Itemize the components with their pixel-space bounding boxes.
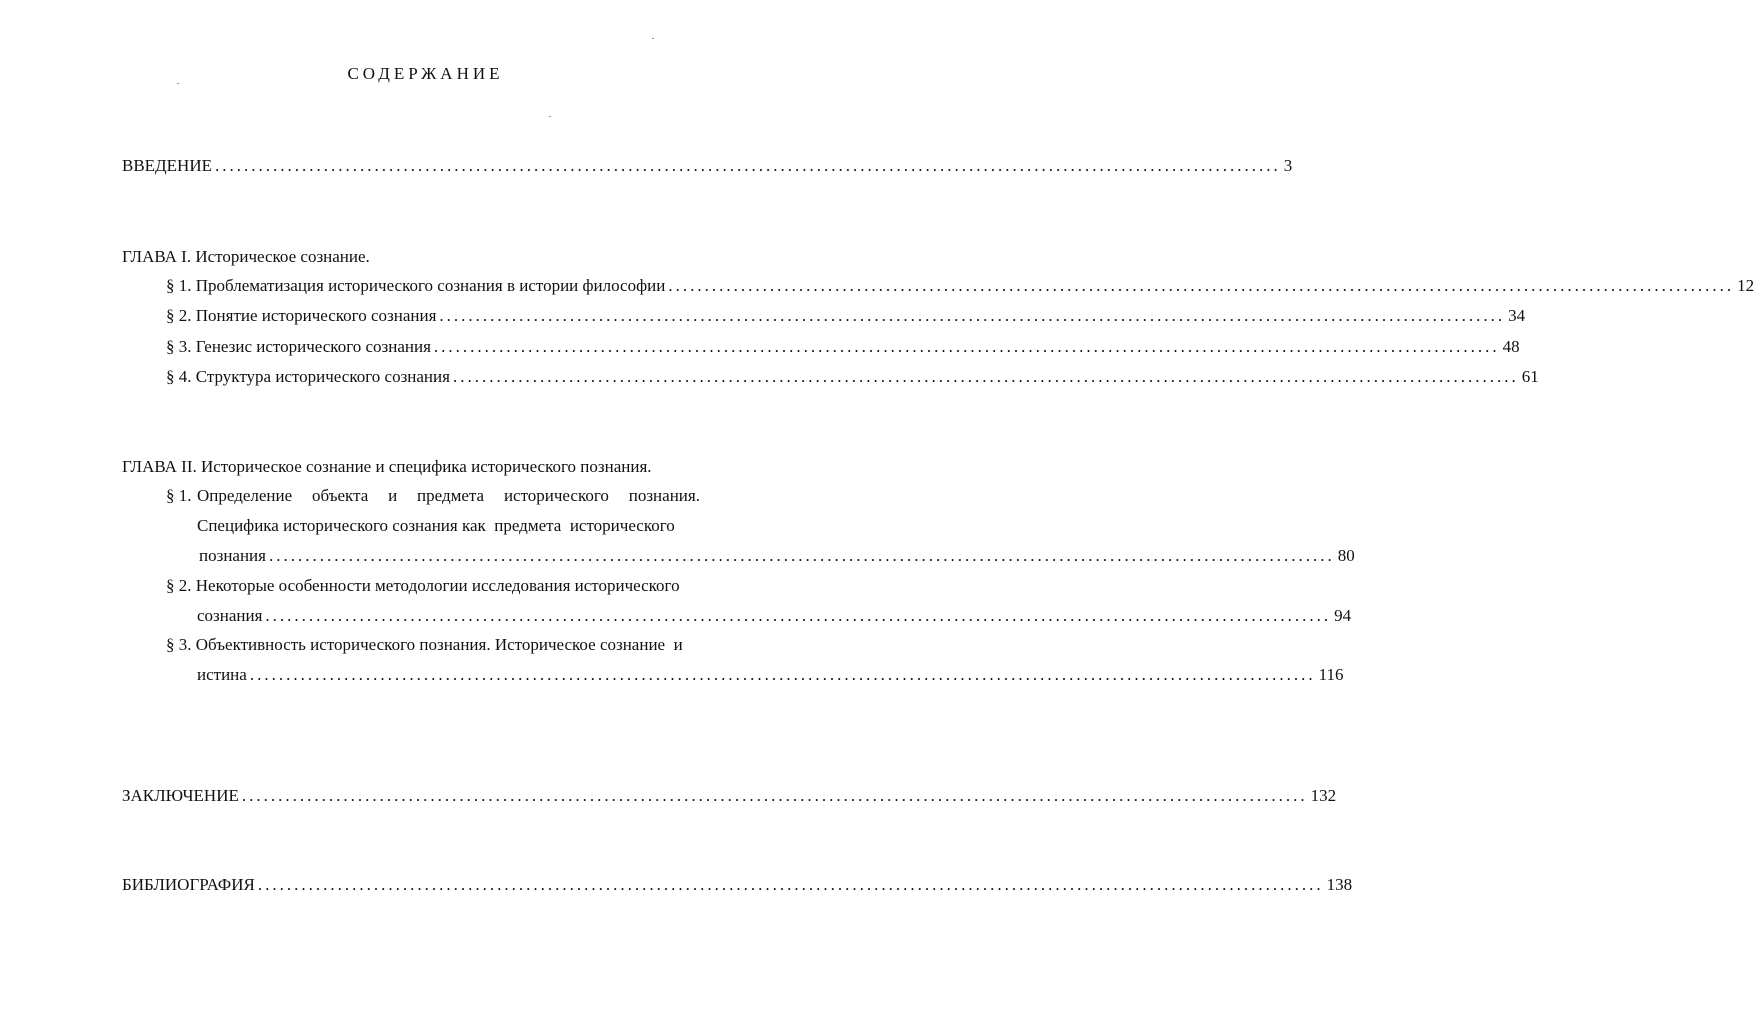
toc-entry-label: истина <box>197 665 247 684</box>
ch2-s1-line1 <box>197 485 700 507</box>
toc-leader-dots: ................................................................................................................................................... <box>439 306 1506 325</box>
toc-entry-page: 94 <box>1334 606 1352 625</box>
toc-entry-label: § 2. Понятие исторического сознания <box>166 306 437 325</box>
toc-leader-dots: ................................................................................................................................................... <box>257 875 1324 894</box>
toc-entry-page: 116 <box>1318 665 1344 684</box>
page-title: СОДЕРЖАНИЕ <box>347 64 504 83</box>
scan-speck <box>652 38 654 39</box>
toc-entry-bibliography <box>122 874 1353 896</box>
word: и <box>388 486 398 505</box>
toc-entry-ch2-s1 <box>199 545 1355 567</box>
toc-entry-page: 61 <box>1521 367 1539 386</box>
toc-entry-page: 80 <box>1337 546 1355 565</box>
scan-speck <box>549 116 551 117</box>
word: познания. <box>628 486 700 505</box>
toc-entry-label: § 3. Генезис исторического сознания <box>166 337 431 356</box>
chapter1-heading: ГЛАВА I. Историческое сознание. <box>122 247 370 266</box>
toc-entry-ch1-s2 <box>166 305 1526 327</box>
word: объекта <box>312 486 369 505</box>
toc-leader-dots: ................................................................................................................................................... <box>241 786 1308 805</box>
ch2-s2-line1: § 2. Некоторые особенности методологии исследования исторического <box>166 576 680 595</box>
toc-entry-page: 132 <box>1310 786 1337 805</box>
toc-entry-label: познания <box>199 546 266 565</box>
toc-entry-label: ЗАКЛЮЧЕНИЕ <box>122 786 239 805</box>
chapter2-heading: ГЛАВА II. Историческое сознание и специфика исторического познания. <box>122 457 652 476</box>
toc-entry-ch1-s3 <box>166 336 1520 358</box>
toc-entry-ch1-s1 <box>166 275 1754 297</box>
toc-leader-dots: ................................................................................................................................................... <box>433 337 1500 356</box>
ch2-s1-line2: Специфика исторического сознания как предмета исторического <box>197 516 675 535</box>
toc-entry-page: 12 <box>1737 276 1754 295</box>
toc-entry-label: ВВЕДЕНИЕ <box>122 156 212 175</box>
toc-entry-page: 34 <box>1508 306 1526 325</box>
toc-leader-dots: ................................................................................................................................................... <box>452 367 1519 386</box>
toc-leader-dots: ................................................................................................................................................... <box>268 546 1335 565</box>
toc-entry-label: БИБЛИОГРАФИЯ <box>122 875 255 894</box>
toc-entry-page: 48 <box>1502 337 1520 356</box>
toc-entry-label: § 1. Проблематизация исторического сознания в истории философии <box>166 276 666 295</box>
toc-leader-dots: ................................................................................................................................................... <box>668 276 1735 295</box>
ch2-s3-line1: § 3. Объективность исторического познания. Историческое сознание и <box>166 635 683 654</box>
toc-entry-label: сознания <box>197 606 263 625</box>
toc-entry-page: 3 <box>1283 156 1293 175</box>
toc-entry-intro <box>122 155 1293 177</box>
toc-leader-dots: ................................................................................................................................................... <box>265 606 1332 625</box>
toc-entry-ch1-s4 <box>166 366 1539 388</box>
word: Определение <box>197 486 293 505</box>
toc-entry-conclusion <box>122 785 1337 807</box>
toc-leader-dots: ................................................................................................................................................... <box>214 156 1281 175</box>
toc-entry-ch2-s2 <box>197 605 1352 627</box>
word: исторического <box>503 486 609 505</box>
toc-leader-dots: ................................................................................................................................................... <box>249 665 1316 684</box>
toc-entry-page: 138 <box>1326 875 1353 894</box>
toc-entry-label: § 4. Структура исторического сознания <box>166 367 450 386</box>
ch2-s1-number: § 1. <box>166 486 192 505</box>
toc-entry-ch2-s3 <box>197 664 1344 686</box>
word: предмета <box>417 486 485 505</box>
